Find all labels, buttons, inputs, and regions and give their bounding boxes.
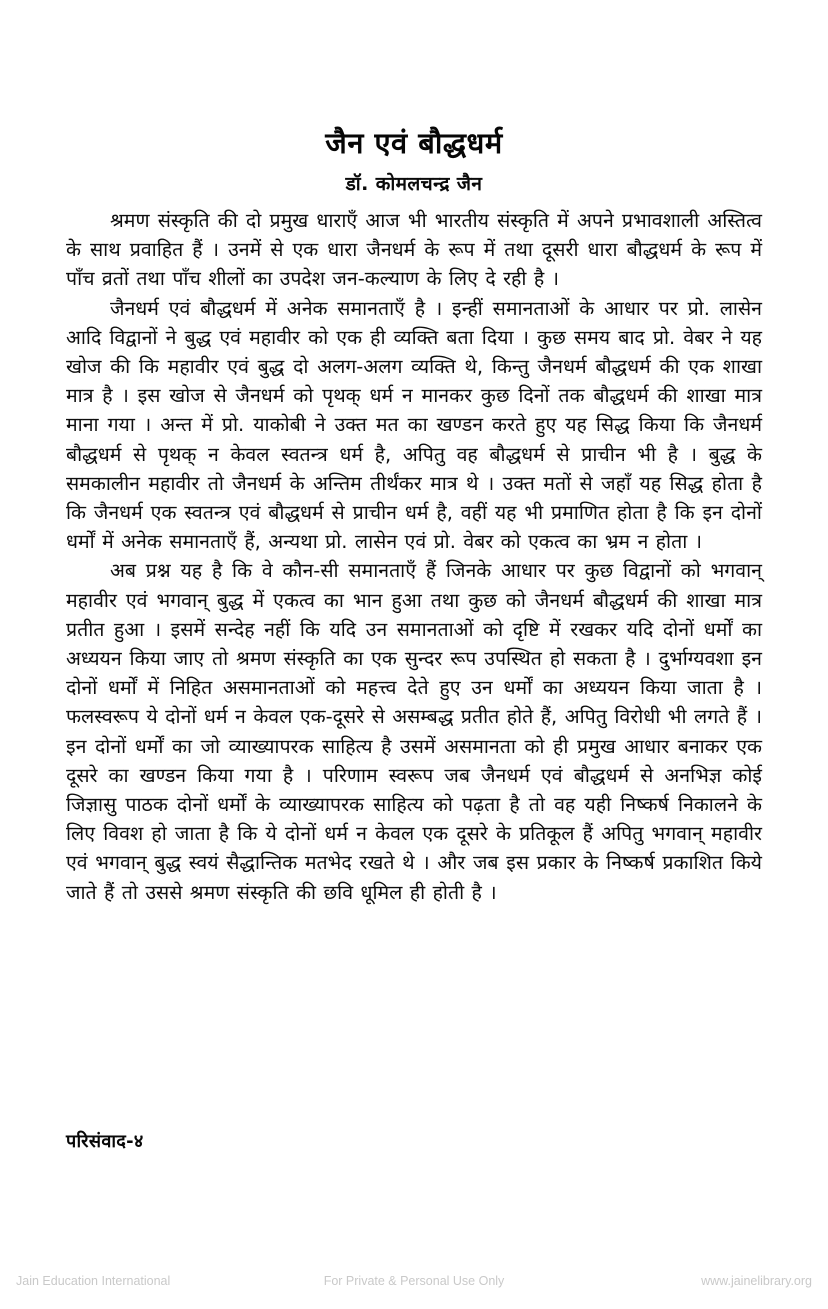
- paragraph: श्रमण संस्कृति की दो प्रमुख धाराएँ आज भी भारतीय संस्कृति में अपने प्रभावशाली अस्तित्व के साथ प्रवाहित हैं । उनमें से एक धारा जैनधर्म के रूप में तथा दूसरी धारा बौद्धधर्म के रूप में पाँच व्रतों तथा पाँच शीलों का उपदेश जन-कल्याण के लिए दे रही है ।: [66, 209, 762, 291]
- author-byline: डॉ. कोमलचन्द्र जैन: [345, 173, 483, 195]
- series-marker: परिसंवाद-४: [66, 1131, 144, 1152]
- footer-usage-notice: For Private & Personal Use Only: [323, 1274, 505, 1288]
- page-footer: [0, 1272, 828, 1294]
- paragraph: अब प्रश्न यह है कि वे कौन-सी समानताएँ हैं जिनके आधार पर कुछ विद्वानों को भगवान् महावीर एवं भगवान् बुद्ध में एकत्व का भान हुआ तथा कुछ को जैनधर्म बौद्धधर्म की शाखा मात्र प्रतीत हुआ । इसमें सन्देह नहीं कि यदि उन समानताओं को दृष्टि में रखकर यदि दोनों धर्मों का अध्ययन किया जाए तो श्रमण संस्कृति का एक सुन्दर रूप उपस्थित हो सकता है । दुर्भाग्यवशा इन दोनों धर्मों में निहित असमानताओं को महत्त्व देते हुए उन धर्मों का अध्ययन किया जाता है । फलस्वरूप ये दोनों धर्म न केवल एक-दूसरे से असम्बद्ध प्रतीत होते हैं, अपितु विरोधी भी लगते हैं । इन दोनों धर्मों का जो व्याख्यापरक साहित्य है उसमें असमानता को ही प्रमुख आधार बनाकर एक दूसरे का खण्डन किया गया है । परिणाम स्वरूप जब जैनधर्म एवं बौद्धधर्म से अनभिज्ञ कोई जिज्ञासु पाठक दोनों धर्मों के व्याख्यापरक साहित्य को पढ़ता है तो वह यही निष्कर्ष निकालने के लिए विवश हो जाता है कि ये दोनों धर्म न केवल एक दूसरे के प्रतिकूल हैं अपितु भगवान् महावीर एवं भगवान् बुद्ध स्वयं सैद्धान्तिक मतभेद रखते थे । और जब इस प्रकार के निष्कर्ष प्रकाशित किये जाते हैं तो उससे श्रमण संस्कृति की छवि धूमिल ही होती है ।: [66, 559, 762, 904]
- footer-website: www.jainelibrary.org: [701, 1274, 812, 1288]
- page-title: जैन एवं बौद्धधर्म: [325, 126, 503, 160]
- paragraph: जैनधर्म एवं बौद्धधर्म में अनेक समानताएँ है । इन्हीं समानताओं के आधार पर प्रो. लासेन आदि विद्वानों ने बुद्ध एवं महावीर को एक ही व्यक्ति बता दिया । कुछ समय बाद प्रो. वेबर ने यह खोज की कि महावीर एवं बुद्ध दो अलग-अलग व्यक्ति थे, किन्तु जैनधर्म बौद्धधर्म की एक शाखा मात्र है । इस खोज से जैनधर्म को पृथक् धर्म न मानकर कुछ दिनों तक बौद्धधर्म की शाखा मात्र माना गया । अन्त में प्रो. याकोबी ने उक्त मत का खण्डन करते हुए यह सिद्ध किया कि जैनधर्म बौद्धधर्म से पृथक् न केवल स्वतन्त्र धर्म है, अपितु वह बौद्धधर्म से प्राचीन भी है । बुद्ध के समकालीन महावीर तो जैनधर्म के अन्तिम तीर्थंकर मात्र थे । उक्त मतों से जहाँ यह सिद्ध होता है कि जैनधर्म एक स्वतन्त्र एवं बौद्धधर्म से प्राचीन धर्म है, वहीं यह भी प्रमाणित होता है कि इन दोनों धर्मों में अनेक समानताएँ हैं, अन्यथा प्रो. लासेन एवं प्रो. वेबर को एकत्व का भ्रम न होता ।: [66, 296, 762, 554]
- footer-organization: Jain Education International: [16, 1274, 171, 1288]
- body-text-block: [66, 206, 762, 907]
